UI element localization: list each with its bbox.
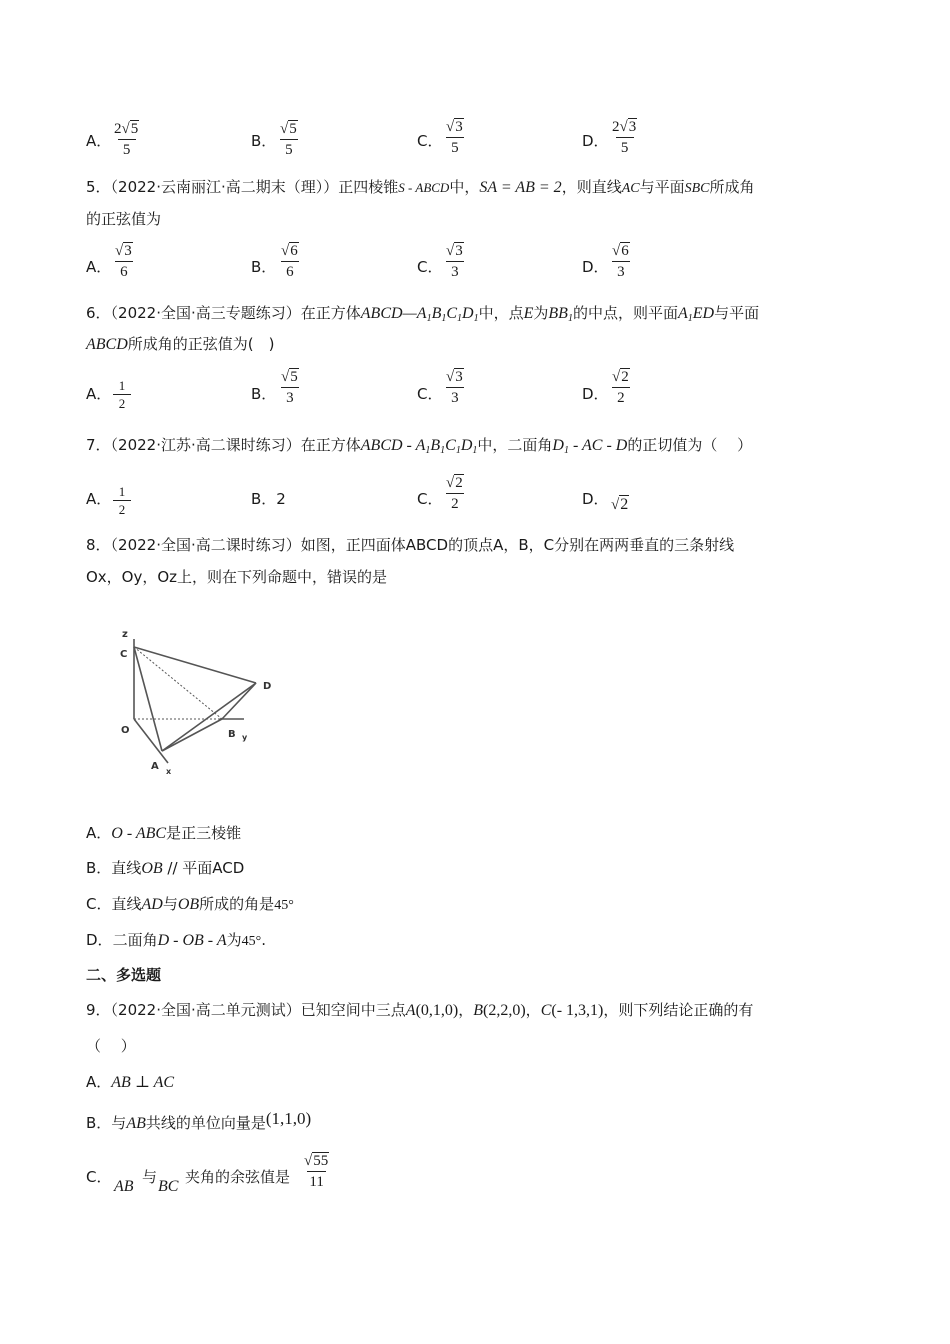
fig-label-c: C	[120, 649, 128, 660]
edge-bd	[222, 683, 256, 719]
q8-source: （2022·全国·高二课时练习）	[110, 536, 301, 554]
q8-number: 8．	[86, 536, 111, 554]
q7-option-c-letter: C．	[417, 490, 443, 508]
q5-option-b-letter: B．	[251, 258, 277, 276]
edge-cb	[134, 647, 222, 719]
q7-stem: 7．（2022·江苏·高二课时练习）在正方体ABCD - $A_1B_1C_1D_1$中，二面角$D_1$ - AC - D的正切值为（ ）	[86, 436, 753, 456]
fig-label-o: O	[121, 725, 130, 736]
q4-option-b-fraction: $\frac{√5}{5}$	[280, 121, 297, 158]
q6-number: 6．	[86, 304, 111, 322]
q9-number: 9．	[86, 1001, 111, 1019]
q4-option-a-letter: A．	[86, 132, 112, 150]
q7-option-c-fraction: $\frac{√2}{2}$	[446, 475, 463, 512]
q9-option-c-mid: 与	[142, 1168, 158, 1186]
q5-pyramid: S - ABCD	[398, 180, 450, 195]
q4-option-d-letter: D．	[582, 132, 609, 150]
q7-option-d-letter: D．	[582, 490, 609, 508]
q5-source: （2022·云南丽江·高二期末（理））	[110, 178, 339, 196]
q9-option-c: C．	[86, 1168, 112, 1186]
q6-option-d-fraction: $\frac{√2}{2}$	[612, 369, 629, 406]
q4-option-c-letter: C．	[417, 132, 443, 150]
q5-option-d-fraction: $\frac{√6}{3}$	[612, 243, 629, 280]
q7-option-a-letter: A．	[86, 490, 112, 508]
fig-label-a: A	[151, 761, 159, 772]
q8-option-a: A．O - ABC是正三棱锥	[86, 824, 242, 842]
q9-option-b: B．与AB共线的单位向量是(1,1,0)	[86, 1109, 312, 1132]
q5-number: 5．	[86, 178, 111, 196]
q5-option-d-letter: D．	[582, 258, 609, 276]
q9-stem-line1: 9．（2022·全国·高二单元测试）已知空间中三点A(0,1,0)，B(2,2,0)，C(- 1,3,1)，则下列结论正确的有	[86, 1001, 754, 1019]
q8-option-c: C．直线AD与OB所成的角是45°	[86, 895, 294, 913]
fig-label-z: z	[122, 629, 128, 640]
q9-option-c-text: 夹角的余弦值是	[185, 1168, 291, 1186]
q9-option-c-fraction: $\frac{√55}{11}$	[304, 1153, 329, 1190]
q7-dihedral: $D_1$ - AC - D	[552, 437, 628, 456]
q4-option-b-letter: B．	[251, 132, 277, 150]
q5-condition: SA = AB = 2	[479, 179, 562, 196]
q9-option-c-ab: AB	[114, 1178, 134, 1195]
q5-option-c-fraction: $\frac{√3}{3}$	[446, 243, 463, 280]
fig-label-b: B	[228, 729, 236, 740]
x-axis	[134, 719, 168, 763]
q5-option-a-letter: A．	[86, 258, 112, 276]
fig-label-y: y	[242, 733, 248, 742]
q8-stem-line2: Ox，Oy，Oz上，则在下列命题中，错误的是	[86, 568, 388, 586]
q8-stem-line1: 8．（2022·全国·高二课时练习）如图，正四面体ABCD的顶点A，B，C分别在两两垂直的三条射线	[86, 536, 735, 554]
q7-option-a-fraction: $\frac{1}{2}$	[113, 484, 131, 517]
q7-number: 7．	[86, 436, 111, 454]
q9-option-c-bc: BC	[158, 1178, 179, 1195]
edge-ca	[134, 647, 162, 751]
q6-option-a-letter: A．	[86, 385, 112, 403]
q4-option-a-fraction: $\frac{2√5}{5}$	[114, 121, 139, 158]
fig-label-d: D	[263, 681, 272, 692]
q5-stem-line2: 的正弦值为	[86, 210, 162, 228]
q5-stem-line1: 5．（2022·云南丽江·高二期末（理））正四棱锥S - ABCD中，SA = AB = 2，则直线AC与平面SBC所成角	[86, 178, 755, 196]
q8-option-b: B．直线OB // 平面ACD	[86, 859, 245, 877]
edge-cd	[134, 647, 256, 683]
q7-option-d-radical: √2	[611, 496, 629, 513]
q7-source: （2022·江苏·高二课时练习）	[110, 436, 301, 454]
q6-cube: $ABCD—A_1B_1C_1D_1$	[360, 305, 479, 324]
q6-option-c-fraction: $\frac{√3}{3}$	[446, 369, 463, 406]
q4-option-c-fraction: $\frac{√3}{5}$	[446, 119, 463, 156]
q7-option-b: B．2	[251, 490, 286, 508]
q6-stem-line1: 6．（2022·全国·高三专题练习）在正方体$ABCD—A_1B_1C_1D_1$中，点E为$BB_1$的中点，则平面$A_1ED$与平面	[86, 304, 760, 324]
q5-option-c-letter: C．	[417, 258, 443, 276]
q8-option-d: D．二面角D - OB - A为45°.	[86, 931, 267, 949]
q8-tetrahedron-figure	[110, 625, 290, 780]
q6-source: （2022·全国·高三专题练习）	[110, 304, 301, 322]
q6-option-a-fraction: $\frac{1}{2}$	[113, 378, 131, 411]
q6-option-b-letter: B．	[251, 385, 277, 403]
q9-paren: （ ）	[86, 1037, 136, 1055]
q5-option-b-fraction: $\frac{√6}{6}$	[281, 243, 298, 280]
q7-cube: ABCD - $A_1B_1C_1D_1$	[360, 437, 478, 456]
q6-option-d-letter: D．	[582, 385, 609, 403]
q9-option-a: A．AB ⊥ AC	[86, 1073, 175, 1091]
fig-label-x: x	[166, 767, 172, 776]
edge-ab	[162, 719, 222, 751]
q6-option-b-fraction: $\frac{√5}{3}$	[281, 369, 298, 406]
q6-stem-line2: ABCD所成角的正弦值为( )	[86, 335, 275, 353]
q6-option-c-letter: C．	[417, 385, 443, 403]
q4-option-d-fraction: $\frac{2√3}{5}$	[612, 119, 637, 156]
q9-source: （2022·全国·高二单元测试）	[110, 1001, 301, 1019]
q5-option-a-fraction: $\frac{√3}{6}$	[115, 243, 132, 280]
section-title-multiple-choice: 二、多选题	[86, 966, 162, 984]
